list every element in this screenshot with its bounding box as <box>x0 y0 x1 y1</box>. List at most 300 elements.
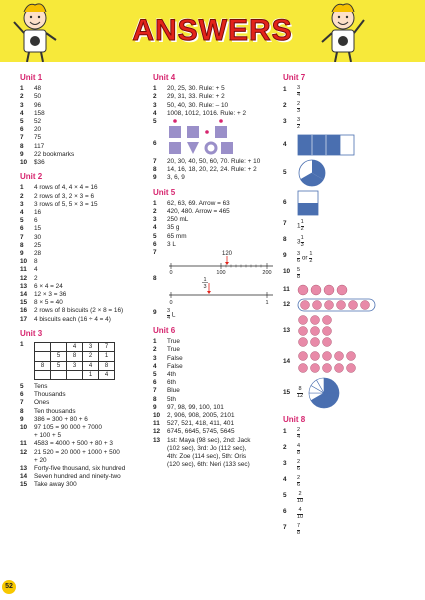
list-item <box>20 424 148 432</box>
question-number: 2 <box>153 346 157 354</box>
question-number: 11 <box>20 266 27 274</box>
answer-text: 50, 40, 30. Rule: – 10 <box>167 101 229 109</box>
question-number: 3 <box>153 354 157 362</box>
fraction-denominator: 3 <box>203 284 207 291</box>
list-item <box>153 445 283 453</box>
question-number: 8 <box>153 166 157 174</box>
column-3 <box>283 74 411 542</box>
question-number: 2 <box>20 93 24 101</box>
list-item <box>20 416 148 424</box>
list-item <box>20 481 148 489</box>
list-item <box>153 200 283 208</box>
grid-row <box>35 361 115 370</box>
question-number: 6 <box>20 225 24 233</box>
answer-text: 62, 63, 69. Arrow = 63 <box>167 199 230 207</box>
answer-text: True <box>167 346 180 354</box>
list-item <box>20 275 148 283</box>
question-number: 3 <box>153 216 157 224</box>
answer-text: (102 sec), 3rd: Jo (112 sec), <box>167 444 247 452</box>
answer-text: 65 mm <box>167 232 187 240</box>
list-item <box>283 314 411 348</box>
question-number: 8 <box>153 275 157 283</box>
fraction: $\frac{2}{3}$ <box>297 101 301 114</box>
fraction: $\frac{1}{3}$ <box>300 235 304 248</box>
answer-list <box>153 338 283 469</box>
cakes-diagram-14 <box>297 350 367 374</box>
question-number: 10 <box>20 159 28 167</box>
list-item <box>20 250 148 258</box>
unit-label: L <box>171 311 176 319</box>
answer-text: 6 <box>34 217 38 225</box>
list-item <box>20 143 148 151</box>
answer-text: 4 biscuits each (16 ÷ 4 = 4) <box>34 315 111 323</box>
answer-text: 20, 25, 30. Rule: + 5 <box>167 85 225 93</box>
list-item <box>283 350 411 374</box>
answer-text: $36 <box>34 159 45 167</box>
list-item <box>153 140 283 158</box>
list-item <box>153 363 283 371</box>
question-number: 4 <box>153 224 157 232</box>
answer-list <box>283 86 411 130</box>
grid-row <box>35 370 115 379</box>
list-item <box>20 209 148 217</box>
question-number: 11 <box>153 420 160 428</box>
list-item <box>20 266 148 274</box>
answer-text: 1st: Maya (98 sec), 2nd: Jack <box>167 436 251 444</box>
answer-text: Tens <box>34 382 48 390</box>
unit-heading: Unit 2 <box>20 172 43 182</box>
answer-text: 1008, 1012, 1016. Rule: + 2 <box>167 109 247 117</box>
unit-heading: Unit 6 <box>153 326 176 336</box>
unit-heading: Unit 5 <box>153 187 176 197</box>
list-item <box>20 432 148 440</box>
fraction: $\frac{4}{8}$ <box>297 443 301 456</box>
list-item <box>20 85 148 93</box>
list-item <box>20 341 148 383</box>
question-number: 4 <box>283 141 287 149</box>
list-item <box>153 396 283 404</box>
grid-cell: 8 <box>99 361 115 370</box>
question-number: 8 <box>283 236 287 244</box>
list-item <box>153 224 283 232</box>
grid-cell: 4 <box>67 343 83 352</box>
question-number: 6 <box>153 140 157 148</box>
list-item <box>153 85 283 93</box>
question-number: 6 <box>153 240 157 248</box>
question-number: 7 <box>20 233 24 241</box>
list-item <box>20 408 148 416</box>
list-item <box>283 86 411 98</box>
list-item <box>153 309 283 321</box>
question-number: 6 <box>283 199 287 207</box>
answer-text: 14, 16, 18, 20, 22, 24. Rule: + 2 <box>167 166 257 174</box>
question-number: 1 <box>153 338 157 346</box>
shape-pattern-5 <box>167 118 247 140</box>
answer-text: 4th <box>167 371 176 379</box>
answer-text: Seven hundred and ninety-two <box>34 473 121 481</box>
answer-text: 2, 906, 908, 2005, 2101 <box>167 412 235 420</box>
list-item <box>153 404 283 412</box>
question-number: 11 <box>283 286 290 294</box>
list-item <box>283 118 411 130</box>
fraction: $\frac{7}{8}$ <box>297 523 301 536</box>
grid-cell <box>67 370 83 379</box>
number-line-8 <box>167 275 277 305</box>
list-item <box>20 110 148 118</box>
answer-text: False <box>167 362 183 370</box>
fraction: $\frac{1}{2}$ <box>300 219 304 232</box>
unit-1 <box>20 74 148 167</box>
list-item <box>153 93 283 101</box>
answer-text: 158 <box>34 109 45 117</box>
list-item <box>153 233 283 241</box>
question-number: 10 <box>283 268 291 276</box>
unit-heading: Unit 4 <box>153 73 176 82</box>
answer-text: 48 <box>34 85 42 93</box>
question-number: 13 <box>20 464 28 472</box>
list-item <box>20 184 148 192</box>
shape-pattern-6 <box>167 140 247 156</box>
question-number: 3 <box>20 200 24 208</box>
question-number: 1 <box>20 184 24 192</box>
question-number: 15 <box>20 481 28 489</box>
list-item <box>20 440 148 448</box>
question-number: 10 <box>20 423 28 431</box>
list-item <box>153 453 283 461</box>
tick-label: 100 <box>216 270 226 276</box>
marker-label: 120 <box>221 251 233 258</box>
answer-text: 20 <box>34 126 42 134</box>
list-item <box>20 391 148 399</box>
unit-3 <box>20 330 148 490</box>
question-number: 11 <box>20 440 27 448</box>
fraction: $\frac{2}{10}$ <box>297 491 304 504</box>
list-item <box>153 110 283 118</box>
list-item <box>20 225 148 233</box>
list-item <box>153 355 283 363</box>
unit-heading: Unit 1 <box>20 73 43 82</box>
question-number: 6 <box>20 391 24 399</box>
question-number: 5 <box>20 118 24 126</box>
unit-heading: Unit 8 <box>283 415 306 425</box>
question-number: 1 <box>20 341 24 349</box>
answer-text: 527, 521, 418, 411, 401 <box>167 420 235 428</box>
answer-text: 29, 31, 33. Rule: + 2 <box>167 93 225 101</box>
answer-text: 16 <box>34 209 42 217</box>
fraction: $\frac{4}{10}$ <box>297 507 304 520</box>
question-number: 15 <box>283 389 291 397</box>
question-number: 4 <box>153 362 157 370</box>
list-item <box>283 460 411 472</box>
answer-text: 97, 98, 99, 100, 101 <box>167 403 224 411</box>
list-item <box>153 461 283 469</box>
question-number: 2 <box>153 93 157 101</box>
list-item <box>20 399 148 407</box>
answer-text: Take away 300 <box>34 481 77 489</box>
question-number: 17 <box>20 315 28 323</box>
question-number: 1 <box>153 199 157 207</box>
unit-8 <box>283 416 411 536</box>
question-number: 13 <box>283 327 291 335</box>
question-number: 2 <box>153 208 157 216</box>
column-1 <box>20 74 148 496</box>
list-item <box>20 217 148 225</box>
fraction-pie-diagram <box>307 376 341 410</box>
question-number: 12 <box>20 274 28 282</box>
question-number: 9 <box>153 309 157 317</box>
question-number: 8 <box>20 142 24 150</box>
grid-cell: 4 <box>99 370 115 379</box>
question-number: 9 <box>20 250 24 258</box>
list-item <box>153 275 283 305</box>
list-item <box>20 258 148 266</box>
question-number: 2 <box>20 192 24 200</box>
list-item <box>153 387 283 395</box>
list-item <box>20 118 148 126</box>
answer-text: 12 × 3 = 36 <box>34 291 67 299</box>
list-item <box>153 241 283 249</box>
question-number: 5 <box>283 169 287 177</box>
question-number: 8 <box>20 407 24 415</box>
grid-row <box>35 343 115 352</box>
answer-text: 420, 480. Arrow = 465 <box>167 208 230 216</box>
question-number: 10 <box>153 412 161 420</box>
tick-label: 200 <box>262 270 272 276</box>
tick-label: 1 <box>265 300 269 306</box>
fraction: $\frac{2}{4}$ <box>297 427 301 440</box>
list-item <box>153 412 283 420</box>
side-label <box>3 480 13 580</box>
list-item <box>20 126 148 134</box>
question-number: 13 <box>20 282 28 290</box>
answer-text: 2 <box>34 274 38 282</box>
question-number: 2 <box>283 102 287 110</box>
list-item <box>283 444 411 456</box>
answer-text: 4 <box>34 266 38 274</box>
fraction-circle-diagram <box>297 158 327 188</box>
list-item <box>283 268 411 280</box>
fraction: $\frac{3}{4}$ <box>297 85 301 98</box>
fraction-numerator: 1 <box>203 277 207 284</box>
grid-cell: 4 <box>83 361 99 370</box>
question-number: 5 <box>20 382 24 390</box>
question-number: 4 <box>283 476 287 484</box>
grid-cell: 3 <box>67 361 83 370</box>
unit-4 <box>153 74 283 183</box>
question-number: 1 <box>153 85 157 93</box>
column-2 <box>153 74 283 476</box>
grid-cell: 2 <box>83 352 99 361</box>
answer-list <box>283 428 411 536</box>
question-number: 12 <box>20 448 28 456</box>
answer-text: 52 <box>34 118 42 126</box>
answer-text: Forty-five thousand, six hundred <box>34 464 126 472</box>
answer-text: 3, 6, 9 <box>167 174 185 182</box>
answer-text: 3 rows of 5, 5 × 3 = 15 <box>34 200 98 208</box>
question-number: 14 <box>283 358 291 366</box>
answer-text: 6th <box>167 379 176 387</box>
list-item <box>153 118 283 140</box>
question-number: 4 <box>20 209 24 217</box>
question-number: 1 <box>20 85 24 93</box>
grid-cell: 7 <box>99 343 115 352</box>
answer-text: 3 L <box>167 240 176 248</box>
answer-text: 386 = 300 + 80 + 6 <box>34 415 88 423</box>
unit-2 <box>20 173 148 324</box>
list-item <box>20 201 148 209</box>
digit-grid <box>34 342 115 380</box>
answer-text: 4583 = 4000 + 500 + 80 + 3 <box>34 440 113 448</box>
list-item <box>283 158 411 188</box>
list-item <box>283 492 411 504</box>
list-item <box>20 151 148 159</box>
list-item <box>20 283 148 291</box>
question-number: 7 <box>153 158 157 166</box>
list-item <box>20 307 148 315</box>
answer-text: 8 <box>34 258 38 266</box>
grid-cell: 5 <box>51 361 67 370</box>
answer-text: 2 rows of 8 biscuits (2 × 8 = 16) <box>34 307 124 315</box>
fraction: $\frac{3}{2}$ <box>297 117 301 130</box>
cakes-diagram-13 <box>297 314 357 348</box>
fraction-bar-diagram <box>297 134 357 156</box>
tick-label: 0 <box>169 300 173 306</box>
fraction: $\frac{1}{2}$ <box>309 251 313 264</box>
fraction: $\frac{8}{12}$ <box>297 386 304 399</box>
question-number: 14 <box>20 473 28 481</box>
question-number: 5 <box>153 232 157 240</box>
answer-list <box>153 85 283 118</box>
list-item <box>153 338 283 346</box>
question-number: 7 <box>20 399 24 407</box>
list-item <box>283 298 411 312</box>
question-number: 16 <box>20 307 28 315</box>
grid-cell <box>35 370 51 379</box>
list-item <box>153 102 283 110</box>
list-item <box>283 134 411 156</box>
list-item <box>20 291 148 299</box>
unit-heading: Unit 3 <box>20 328 43 338</box>
grid-cell: 5 <box>51 352 67 361</box>
question-number: 8 <box>153 395 157 403</box>
grid-cell <box>35 343 51 352</box>
answer-text: 30 <box>34 233 42 241</box>
list-item <box>153 166 283 174</box>
answer-list <box>20 184 148 323</box>
list-item <box>153 249 283 275</box>
question-number: 9 <box>283 252 287 260</box>
list-item <box>20 465 148 473</box>
question-number: 7 <box>283 220 287 228</box>
question-number: 5 <box>153 118 157 126</box>
list-item <box>283 508 411 520</box>
answer-text: 35 g <box>167 224 180 232</box>
answer-text: Ten thousands <box>34 407 76 415</box>
answer-text: 96 <box>34 101 42 109</box>
list-item <box>283 102 411 114</box>
answer-text: 21 520 = 20 000 + 1000 + 500 <box>34 448 120 456</box>
answer-text: 117 <box>34 142 45 150</box>
question-number: 14 <box>20 291 28 299</box>
question-number: 3 <box>283 460 287 468</box>
question-number: 10 <box>20 258 28 266</box>
list-item <box>153 174 283 182</box>
list-item <box>283 428 411 440</box>
list-item <box>20 449 148 457</box>
answer-list <box>153 158 283 183</box>
answer-text: (120 sec), 6th: Neri (133 sec) <box>167 461 250 469</box>
answer-text: 250 mL <box>167 216 189 224</box>
list-item <box>283 476 411 488</box>
list-item <box>20 242 148 250</box>
unit-heading: Unit 7 <box>283 73 306 82</box>
question-number: 3 <box>153 101 157 109</box>
answer-text: 6 × 4 = 24 <box>34 282 63 290</box>
list-item <box>153 437 283 445</box>
grid-cell <box>51 343 67 352</box>
grid-cell <box>35 352 51 361</box>
answer-text: 15 <box>34 225 42 233</box>
answer-text: 4th: Zoe (114 sec), 5th: Oris <box>167 453 247 461</box>
question-number: 7 <box>153 387 157 395</box>
answer-text: False <box>167 354 183 362</box>
question-number: 6 <box>283 508 287 516</box>
list-item <box>20 383 148 391</box>
answer-text: 4 rows of 4, 4 × 4 = 16 <box>34 184 98 192</box>
cakes-diagram-12 <box>297 298 377 312</box>
question-number: 9 <box>153 174 157 182</box>
grid-cell: 8 <box>35 361 51 370</box>
grid-cell: 1 <box>99 352 115 361</box>
fraction: $\frac{2}{6}$ <box>297 475 301 488</box>
question-number: 9 <box>20 150 24 158</box>
grid-cell <box>51 370 67 379</box>
question-number: 5 <box>153 371 157 379</box>
unit-6 <box>153 327 283 469</box>
answer-list <box>20 383 148 490</box>
page-title: ANSWERS <box>132 14 293 47</box>
answer-text: 20, 30, 40, 50, 60, 70. Rule: + 10 <box>167 158 261 166</box>
answer-text: 75 <box>34 134 42 142</box>
question-number: 3 <box>20 101 24 109</box>
question-number: 7 <box>283 524 287 532</box>
list-item <box>20 299 148 307</box>
grid-cell: 3 <box>83 343 99 352</box>
grid-row <box>35 352 115 361</box>
answer-list <box>20 85 148 167</box>
question-number: 5 <box>20 217 24 225</box>
answer-text: 50 <box>34 93 42 101</box>
list-item <box>153 428 283 436</box>
list-item <box>20 93 148 101</box>
list-item <box>153 346 283 354</box>
answer-text: 22 bookmarks <box>34 150 75 158</box>
answer-text: True <box>167 338 180 346</box>
question-number: 5 <box>283 492 287 500</box>
unit-7 <box>283 74 411 410</box>
list-item: 7 1 $\frac{1}{2}$ <box>283 219 304 232</box>
list-item <box>283 190 411 216</box>
tick-label: 0 <box>169 270 173 276</box>
answer-text: 25 <box>34 241 42 249</box>
number-line-7 <box>167 249 277 275</box>
page-number: 52 <box>2 580 16 594</box>
list-item <box>20 102 148 110</box>
unit-5 <box>153 189 283 321</box>
answer-text: 5th <box>167 395 176 403</box>
answer-text: Blue <box>167 387 180 395</box>
question-number: 12 <box>283 301 291 309</box>
